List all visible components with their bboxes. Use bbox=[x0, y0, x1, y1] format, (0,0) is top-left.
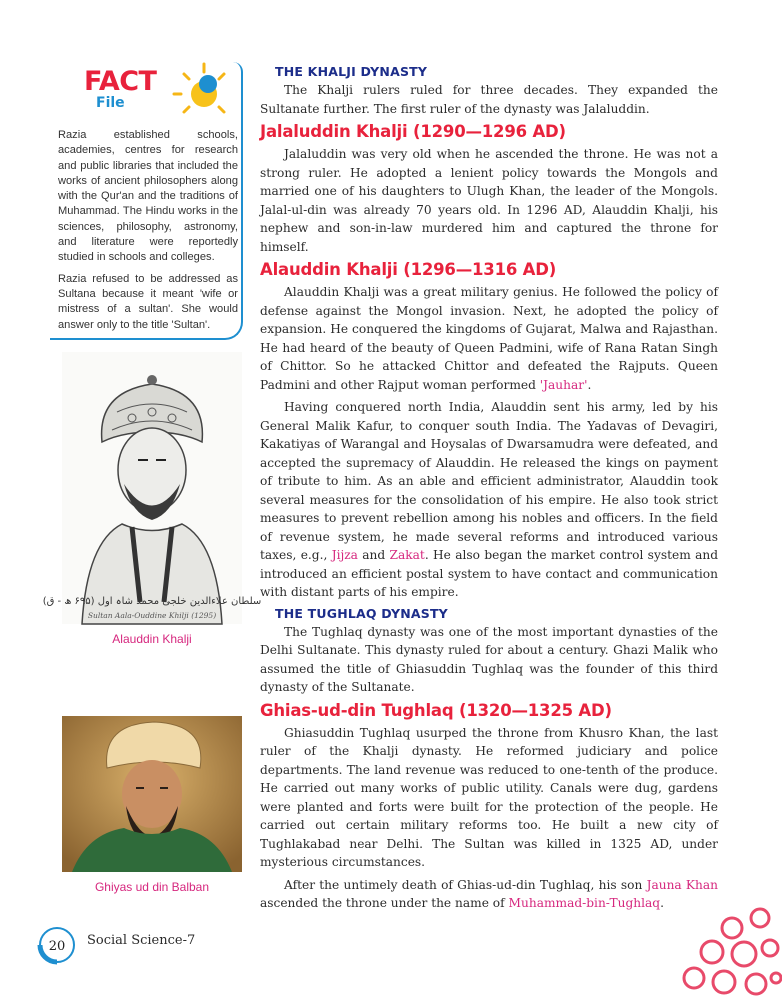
heading-ghias-ud-din: Ghias-ud-din Tughlaq (1320—1325 AD) bbox=[260, 700, 612, 720]
term-zakat: Zakat bbox=[389, 548, 425, 562]
page-number: 20 bbox=[48, 939, 66, 954]
term-muhammad-bin-tughlaq: Muhammad-bin-Tughlaq bbox=[508, 896, 661, 910]
alauddin-p2-text: Having conquered north India, Alauddin sent his army, led by his General Malik Kafur, to conquer south India. The Yadavas of Devagiri, Kakatiyas of Warangal and Hoysalas of Dwarsamudra were defeated, and accepted the supremacy of Alauddin. He released the kings on payment of tribute to him. As an able and efficient administrator, Alauddin took several measures for the consolidation of his empire. He also took strict measures to prevent rebellion among his nobles and officers. In the field of revenue system, he made several reforms and introduced various taxes, e.g., bbox=[260, 400, 718, 562]
alauddin-paragraph-1 bbox=[260, 283, 718, 394]
alauddin-p2-and: and bbox=[357, 548, 390, 562]
ghiyas-ud-din-portrait bbox=[62, 716, 242, 872]
fact-title: FACT bbox=[84, 66, 157, 97]
fact-subtitle: File bbox=[96, 95, 125, 111]
fact-paragraph: Razia established schools, academies, centres for research and public libraries that included the works of ancient philosophers along with the Qur'an and the traditions of Muhammad. The Hindu works in the sciences, philosophy, astronomy, and literature were reportedly studied in schools and colleges. bbox=[58, 129, 238, 264]
portrait-inscription-latin: Sultan Aala-Ouddine Khilji (1295) bbox=[87, 611, 217, 620]
alauddin-khalji-portrait bbox=[42, 352, 262, 624]
page-number-badge bbox=[38, 926, 76, 964]
heading-jalaluddin: Jalaluddin Khalji (1290—1296 AD) bbox=[260, 122, 566, 141]
main-content bbox=[260, 64, 718, 917]
section-heading-tughlaq: THE TUGHLAQ DYNASTY bbox=[275, 605, 448, 621]
ghias-p2-end: . bbox=[660, 896, 664, 910]
term-jauhar: 'Jauhar' bbox=[539, 377, 588, 392]
book-title: Social Science-7 bbox=[87, 933, 196, 948]
tughlaq-intro: The Tughlaq dynasty was one of the most important dynasties of the Delhi Sultanate. This dynasty ruled for about a century. Ghazi Malik who assumed the title of Ghiasuddin Tughlaq was the founder of this third dynasty of the Sultanate. bbox=[260, 624, 718, 694]
alauddin-p2-end: . He also began the market control system and introduced an efficient postal system to have contact and communication with distant parts of his empire. bbox=[260, 548, 718, 599]
alauddin-p1-text: Alauddin Khalji was a great military genius. He followed the policy of defense against the Mongol invasion. Next, he adopted the policy of expansion. He conquered the kingdoms of Gujarat, Malwa and Rajasthan. He had heard of the beauty of Queen Padmini, wife of Rana Ratan Singh of Chittor. So he attacked Chittor and defeated the Rajputs. Queen Padmini and other Rajput woman performed bbox=[260, 285, 718, 392]
term-jauna-khan: Jauna Khan bbox=[646, 877, 719, 892]
khalji-intro: The Khalji rulers ruled for three decades. They expanded the Sultanate further. The first ruler of the dynasty was Jalaluddin. bbox=[260, 83, 718, 116]
alauddin-p1-end: . bbox=[587, 377, 592, 392]
sun-bulb-icon bbox=[170, 60, 232, 122]
section-heading-khalji: THE KHALJI DYNASTY bbox=[275, 64, 428, 79]
fact-paragraph: Razia refused to be addressed as Sultana because it meant 'wife or mistress of a sultan'. She would answer only to the title 'Sultan'. bbox=[58, 272, 238, 331]
ghias-p2-text: After the untimely death of Ghias-ud-din Tughlaq, his son bbox=[284, 877, 647, 892]
portrait-caption: Ghiyas ud din Balban bbox=[94, 880, 210, 894]
term-jijza: Jijza bbox=[331, 548, 358, 562]
alauddin-paragraph-2 bbox=[260, 398, 718, 602]
ghias-paragraph-1: Ghiasuddin Tughlaq usurped the throne from Khusro Khan, the last ruler of the Khalji dynasty. He reformed judiciary and police departments. The land revenue was reduced to one-tenth of the produce. He carried out many works of public utility. Canals were dug, gardens were planted and forts were built for the protection of the people. He carried out certain military reforms too. He built a new city of Tughlakabad near Delhi. The Sultan was killed in 1325 AD, under mysterious circumstances. bbox=[260, 725, 718, 869]
portrait-inscription-urdu: سلطان علاءالدین خلجی محمد شاہ اول (۶۹۵ ھ - ق) bbox=[42, 596, 262, 607]
decorative-circles bbox=[672, 890, 782, 1000]
ghias-p2-mid: ascended the throne under the name of bbox=[260, 896, 509, 910]
ghias-paragraph-2 bbox=[260, 876, 718, 913]
portrait-caption: Alauddin Khalji bbox=[112, 632, 192, 646]
heading-alauddin: Alauddin Khalji (1296—1316 AD) bbox=[260, 260, 557, 279]
jalaluddin-text: Jalaluddin was very old when he ascended the throne. He was not a strong ruler. He adopted a lenient policy towards the Mongols and married one of his daughters to Ulugh Khan, the leader of the Mongols. Jalal-ul-din was already 70 years old. In 1296 AD, Alauddin Khalji, his nephew and son-in-law murdered him and captured the throne for himself. bbox=[260, 147, 718, 254]
fact-text bbox=[58, 128, 238, 339]
